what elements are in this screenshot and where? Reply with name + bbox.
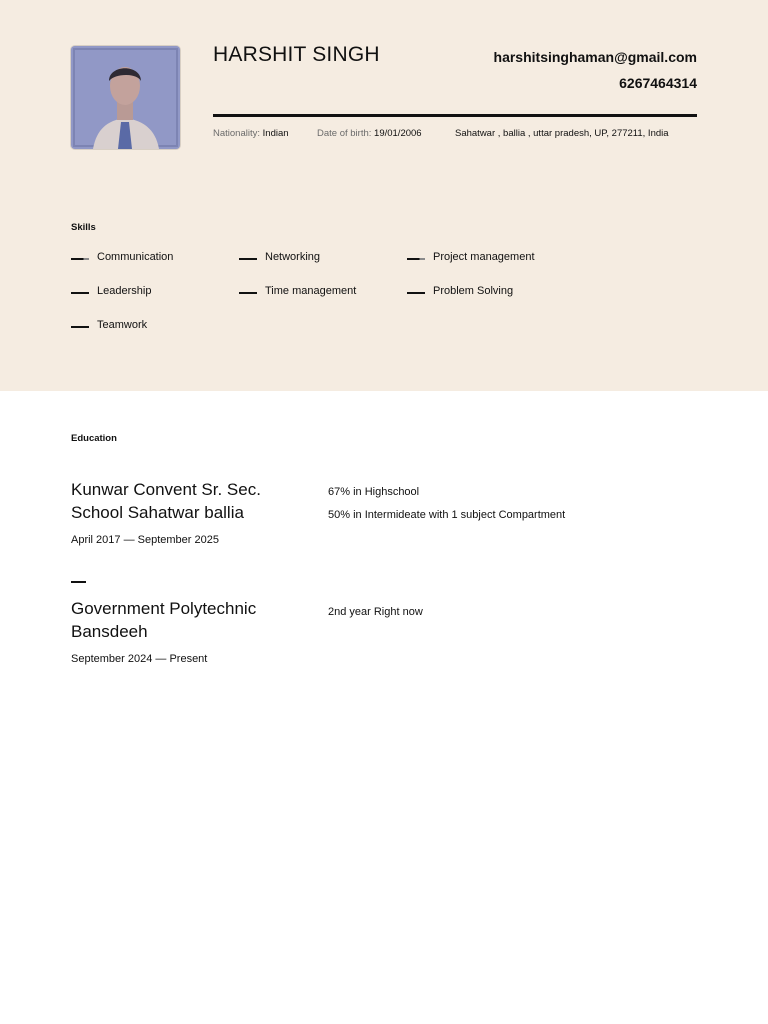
dob-label: Date of birth: (317, 128, 372, 139)
institution-name: Government Polytechnic Bansdeeh (71, 599, 257, 641)
education-detail: 50% in Intermideate with 1 subject Compartment (328, 509, 566, 521)
nationality-value: Indian (262, 128, 289, 139)
skill-label: Teamwork (97, 319, 148, 331)
address-value: Sahatwar , ballia , uttar pradesh, UP, 277211, India (455, 128, 669, 139)
education-detail: 2nd year Right now (328, 606, 423, 618)
header-divider (213, 114, 697, 117)
skill-level-bar (71, 326, 89, 328)
institution-name: Kunwar Convent Sr. Sec. School Sahatwar ballia (71, 480, 261, 522)
skill-label: Communication (97, 251, 174, 263)
education-dates: April 2017 — September 2025 (71, 534, 219, 546)
candidate-name: HARSHIT SINGH (213, 43, 380, 66)
skills-heading: Skills (71, 222, 96, 233)
skill-level-bar (71, 258, 89, 260)
skill-label: Networking (265, 251, 321, 263)
skill-label: Leadership (97, 285, 152, 297)
skill-level-bar (71, 292, 89, 294)
email-address[interactable]: harshitsinghaman@gmail.com (493, 49, 697, 65)
skill-level-bar (239, 258, 257, 260)
entry-divider (71, 581, 86, 583)
skill-label: Time management (265, 285, 357, 297)
person-icon (71, 46, 180, 149)
dob-value: 19/01/2006 (374, 128, 422, 139)
dob-field (317, 128, 422, 139)
education-heading: Education (71, 433, 117, 444)
skill-label: Project management (433, 251, 535, 263)
nationality-label: Nationality: (213, 128, 260, 139)
education-detail: 67% in Highschool (328, 486, 420, 498)
nationality-field (213, 128, 289, 139)
education-dates: September 2024 — Present (71, 653, 208, 665)
skill-level-bar (407, 292, 425, 294)
phone-number[interactable]: 6267464314 (619, 75, 697, 91)
skill-level-bar (407, 258, 425, 260)
profile-photo (71, 46, 180, 149)
skill-level-bar (239, 292, 257, 294)
skill-label: Problem Solving (433, 285, 514, 297)
